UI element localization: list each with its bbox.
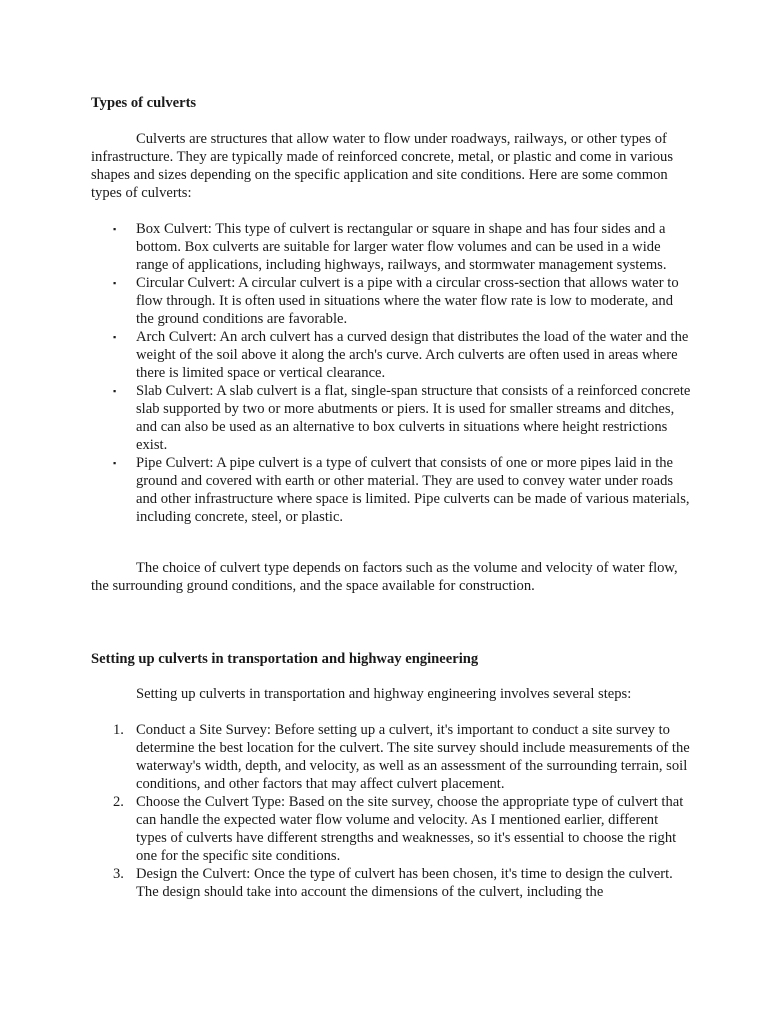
list-item-text: Design the Culvert: Once the type of culvert has been chosen, it's time to design the culvert. The design should take into account the dimensions of the culvert, including the xyxy=(136,866,673,900)
list-item xyxy=(91,721,691,793)
list-item xyxy=(91,454,691,526)
list-item xyxy=(91,220,691,274)
list-item-text: Arch Culvert: An arch culvert has a curved design that distributes the load of the water and the weight of the soil above it along the arch's curve. Arch culverts are often used in areas where there is limited space or vertical clearance. xyxy=(136,329,689,381)
list-item xyxy=(91,328,691,382)
step-number: 1. xyxy=(113,722,124,738)
list-item-text: Box Culvert: This type of culvert is rectangular or square in shape and has four sides and a bottom. Box culverts are suitable for larger water flow volumes and can be used in a wide range of applications, including highways, railways, and stormwater management systems. xyxy=(136,221,667,273)
list-item xyxy=(91,274,691,328)
list-item-text: Circular Culvert: A circular culvert is a pipe with a circular cross-section that allows water to flow through. It is often used in situations where the water flow rate is low to moderate, and the ground conditions are favorable. xyxy=(136,275,679,327)
step-number: 3. xyxy=(113,866,124,882)
list-item xyxy=(91,865,691,901)
section-heading-setting-up-culverts: Setting up culverts in transportation and highway engineering xyxy=(91,651,479,667)
bullet-icon: ▪ xyxy=(113,386,117,396)
bullet-icon: ▪ xyxy=(113,458,117,468)
culvert-types-list xyxy=(91,220,691,526)
setup-steps-list xyxy=(91,721,691,901)
bullet-icon: ▪ xyxy=(113,224,117,234)
conclusion-paragraph: The choice of culvert type depends on factors such as the volume and velocity of water flow, the surrounding ground conditions, and the space available for construction. xyxy=(91,560,678,594)
intro-paragraph: Culverts are structures that allow water to flow under roadways, railways, or other types of infrastructure. They are typically made of reinforced concrete, metal, or plastic and come in various shapes and sizes depending on the specific application and site conditions. Here are some common types of culverts: xyxy=(91,131,674,201)
steps-intro-paragraph: Setting up culverts in transportation and highway engineering involves several steps: xyxy=(136,686,632,702)
list-item-text: Slab Culvert: A slab culvert is a flat, single-span structure that consists of a reinforced concrete slab supported by two or more abutments or piers. It is used for smaller streams and ditches, and can also be used as an alternative to box culverts in situations where height restrictions exist. xyxy=(136,383,691,453)
list-item xyxy=(91,382,691,454)
list-item-text: Choose the Culvert Type: Based on the site survey, choose the appropriate type of culvert that can handle the expected water flow volume and velocity. As I mentioned earlier, different types of culverts have different strengths and weaknesses, so it's essential to choose the right one for the specific site conditions. xyxy=(136,794,684,864)
list-item-text: Conduct a Site Survey: Before setting up a culvert, it's important to conduct a site survey to determine the best location for the culvert. The site survey should include measurements of the waterway's width, depth, and velocity, as well as an assessment of the surrounding terrain, soil conditions, and other factors that may affect culvert placement. xyxy=(136,722,690,792)
list-item-text: Pipe Culvert: A pipe culvert is a type of culvert that consists of one or more pipes laid in the ground and covered with earth or other material. They are used to convey water under roads and other infrastructure where space is limited. Pipe culverts can be made of various materials, including concrete, steel, or plastic. xyxy=(136,455,690,525)
bullet-icon: ▪ xyxy=(113,278,117,288)
section-heading-types-of-culverts: Types of culverts xyxy=(91,95,197,111)
list-item xyxy=(91,793,691,865)
step-number: 2. xyxy=(113,794,124,810)
bullet-icon: ▪ xyxy=(113,332,117,342)
